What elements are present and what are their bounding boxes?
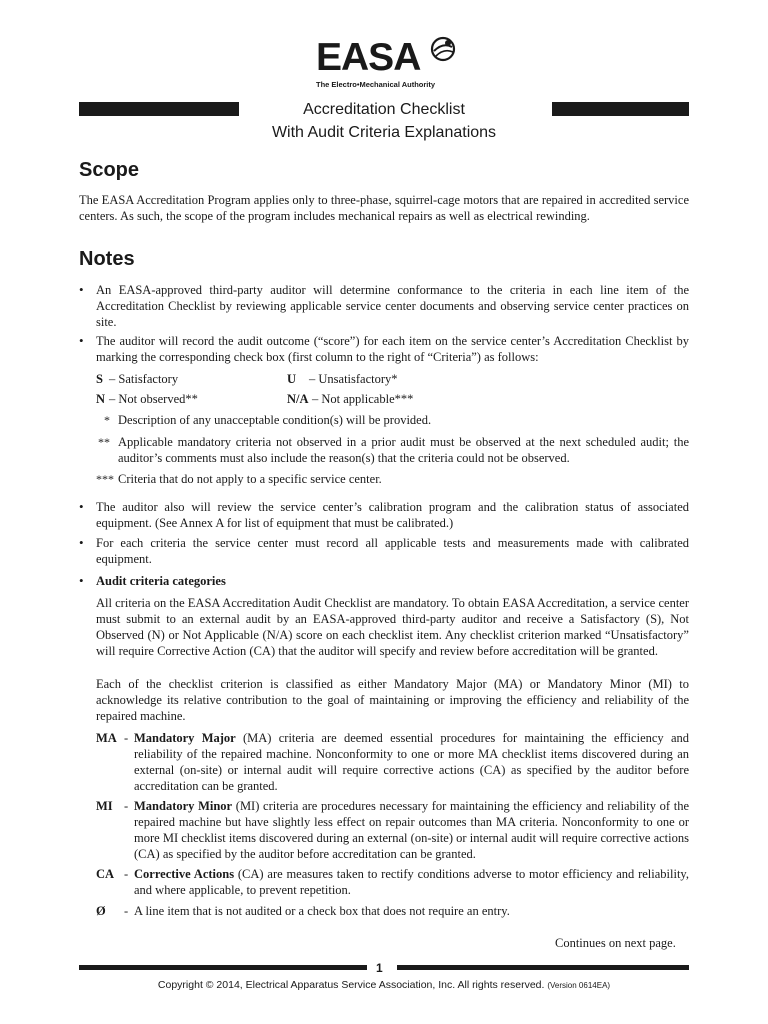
footnote-mark-1: * xyxy=(104,413,110,427)
footnote-2: Applicable mandatory criteria not observed in a prior audit must be observed at the next scheduled audit; the auditor’s comments must also include the reason(s) that the criteria could not be observed. xyxy=(118,435,689,465)
audit-criteria-para-1: All criteria on the EASA Accreditation Audit Checklist are mandatory. To obtain EASA Accreditation, a service center must submit to an external audit by an EASA-approved third-party auditor and receive a Satisfactory (S), Not Observed (N) or Not Applicable (N/A) score on each checklist item. Any checklist criterion marked “Unsatisfactory” will require Corrective Action (CA) that the auditor will specify and review before accreditation will be granted. xyxy=(96,596,689,658)
doc-title-line2: With Audit Criteria Explanations xyxy=(271,124,497,141)
def-mi-term: Mandatory Minor xyxy=(134,799,233,813)
def-mi-code: MI xyxy=(96,799,113,813)
score-na-code: N/A xyxy=(287,392,309,406)
def-mi-body: (MI) criteria are procedures necessary for maintaining the efficiency and reliability of the repaired machine but have slightly less effect on repair outcomes than MA criteria. Nonconformity to one or more MI checklist items discovered during an external (on-site) or internal audit will require corrective actions (CA) as specified by the auditor before accreditation can be granted. xyxy=(134,799,690,861)
bullet-icon: • xyxy=(79,535,84,550)
continues-note: Continues on next page. xyxy=(555,936,676,950)
score-n-text: – Not observed** xyxy=(109,392,198,406)
notes-bullet-3: The auditor also will review the service center’s calibration program and the calibration status of associated equipment. (See Annex A for list of equipment that must be calibrated.) xyxy=(96,500,689,530)
def-dash: - xyxy=(124,904,129,918)
notes-heading: Notes xyxy=(79,248,135,270)
scope-paragraph: The EASA Accreditation Program applies only to three-phase, squirrel-cage motors that are repaired in accredited service centers. As such, the scope of the program includes mechanical repairs as well as electrical rewinding. xyxy=(79,193,689,223)
doc-title-line1: Accreditation Checklist xyxy=(303,101,465,118)
bullet-icon: • xyxy=(79,333,84,348)
score-n-code: N xyxy=(96,392,106,406)
notes-bullet-1: An EASA-approved third-party auditor will determine conformance to the criteria in each line item of the Accreditation Checklist by reviewing applicable service center documents and observing service center practices on site. xyxy=(96,283,689,329)
def-o-text: A line item that is not audited or a check box that does not require an entry. xyxy=(134,904,510,918)
def-ma-code: MA xyxy=(96,731,117,745)
version-label: (Version 0614EA) xyxy=(547,981,611,990)
score-na-text: – Not applicable*** xyxy=(312,392,414,406)
notes-bullet-2: The auditor will record the audit outcome (“score”) for each item on the service center’s Accreditation Checklist by marking the corresponding check box (first column to the right of “Criteria”) as follows: xyxy=(96,334,689,364)
def-dash: - xyxy=(124,799,129,813)
score-s-text: – Satisfactory xyxy=(109,372,179,386)
def-ma-body: (MA) criteria are deemed essential procedures for maintaining the efficiency and reliability of the repaired machine. Nonconformity to one or more MA checklist items discovered during an external (on-site) or internal audit will require corrective actions (CA) as specified by the auditor before accreditation can be granted. xyxy=(134,731,689,793)
logo-tagline: The Electro•Mechanical Authority xyxy=(316,80,436,89)
footnote-mark-2: ** xyxy=(98,435,110,449)
def-dash: - xyxy=(124,867,129,881)
audit-criteria-para-2: Each of the checklist criterion is classified as either Mandatory Major (MA) or Mandatory Minor (MI) to acknowledge its relative contribution to the goal of maintaining or improving the efficiency and reliability of the repaired machine. xyxy=(96,677,689,723)
audit-criteria-heading: Audit criteria categories xyxy=(96,574,226,588)
def-ca-text xyxy=(134,866,689,898)
copyright-line xyxy=(0,979,768,991)
score-u-text: – Unsatisfactory* xyxy=(309,372,398,386)
score-s-code: S xyxy=(96,372,103,386)
def-mi-text xyxy=(134,798,689,862)
footer-bar-left xyxy=(79,965,367,970)
copyright-text: Copyright © 2014, Electrical Apparatus Service Association, Inc. All rights reserved. xyxy=(157,979,545,991)
bullet-icon: • xyxy=(79,499,84,514)
footnote-3: Criteria that do not apply to a specific service center. xyxy=(118,472,382,486)
globe-icon xyxy=(430,36,456,62)
footnote-mark-3: *** xyxy=(96,472,114,486)
bullet-icon: • xyxy=(79,573,84,588)
page-number: 1 xyxy=(376,961,383,975)
def-ca-term: Corrective Actions xyxy=(134,867,235,881)
header-bar-right xyxy=(552,102,689,116)
bullet-icon: • xyxy=(79,282,84,297)
def-dash: - xyxy=(124,731,129,745)
def-ca-body: (CA) are measures taken to rectify conditions adverse to motor efficiency and reliability, and where applicable, to prevent repetition. xyxy=(134,867,689,897)
footer-bar-right xyxy=(397,965,689,970)
def-ma-term: Mandatory Major xyxy=(134,731,236,745)
header-bar-left xyxy=(79,102,239,116)
def-ca-code: CA xyxy=(96,867,115,881)
score-u-code: U xyxy=(287,372,297,386)
def-ma-text xyxy=(134,730,689,794)
footnote-1: Description of any unacceptable condition(s) will be provided. xyxy=(118,413,432,427)
easa-logo xyxy=(316,38,456,94)
notes-bullet-4: For each criteria the service center must record all applicable tests and measurements made with calibrated equipment. xyxy=(96,536,689,566)
logo-wordmark: EASA xyxy=(316,36,421,79)
def-o-code: Ø xyxy=(96,904,106,918)
scope-heading: Scope xyxy=(79,159,140,181)
